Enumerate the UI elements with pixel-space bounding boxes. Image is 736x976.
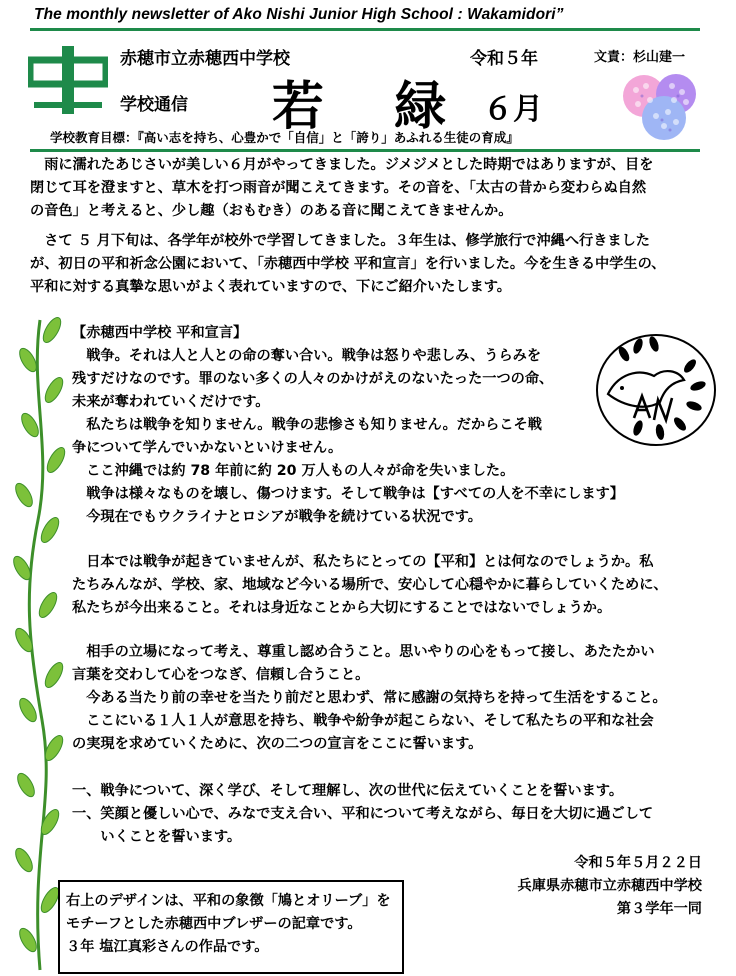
declaration-line: 言葉を交わして心をつなぎ、信頼し合うこと。 [72, 667, 370, 683]
author-credit: 文責：杉山建一 [594, 50, 686, 65]
declaration-date: 令和５年５月２２日 [574, 855, 702, 871]
top-rule [30, 28, 700, 31]
hydrangea-icon [620, 70, 700, 144]
pledge-line: 一、戦争について、深く学び、そして理解し、次の世代に伝えていくことを誓います。 [72, 783, 624, 799]
caption-line: ３年 塩江真彩さんの作品です。 [66, 939, 269, 955]
declaration-line: たちみんなが、学校、家、地域など今いる場所で、安心して心穏やかに暮らしていくために、 [72, 577, 668, 593]
declaration-line: の実現を求めていくために、次の二つの宣言をここに誓います。 [72, 736, 483, 752]
emblem-caption-box [58, 880, 404, 974]
intro-line-6: 平和に対する真摯な思いがよく表れていますので、下にご紹介いたします。 [30, 279, 511, 295]
era-year: 令和５年 [470, 49, 538, 69]
vine-decoration-icon [0, 310, 80, 976]
intro-line-2: 閉じて耳を澄ますと、草木を打つ雨音が聞こえてきます。その音を、「太古の昔から変わらぬ自然 [30, 180, 647, 196]
caption-line: 右上のデザインは、平和の象徴「鳩とオリーブ」を [66, 893, 391, 909]
pledge-line: 一、笑顔と優しい心で、みなで支え合い、平和について考えながら、毎日を大切に過ごして [72, 806, 654, 822]
declaration-line: 戦争は様々なものを壊し、傷つけます。そして戦争は【すべての人を不幸にします】 [72, 486, 624, 502]
declaration-grade: 第３学年一同 [616, 901, 702, 917]
declaration-line: 日本では戦争が起きていませんが、私たちにとっての【平和】とは何なのでしょうか。私 [72, 554, 654, 570]
issue-month: ６月 [483, 92, 543, 127]
declaration-school: 兵庫県赤穂市立赤穂西中学校 [517, 878, 702, 894]
newsletter-tagline: The monthly newsletter of Ako Nishi Junior High School : Wakamidori” [34, 6, 564, 23]
declaration-line: ここにいる１人１人が意思を持ち、戦争や紛争が起こらない、そして私たちの平和な社会 [72, 713, 654, 729]
newsletter-subtitle: 学校通信 [120, 95, 188, 115]
declaration-line: 今現在でもウクライナとロシアが戦争を続けている状況です。 [72, 509, 482, 525]
dove-olive-emblem-icon [594, 332, 718, 448]
school-name: 赤穂市立赤穂西中学校 [120, 49, 290, 69]
school-motto: 学校教育目標：『高い志を持ち、心豊かで「自信」と「誇り」あふれる生徒の育成』 [50, 130, 519, 145]
declaration-line: 戦争。それは人と人との命の奪い合い。戦争は怒りや悲しみ、うらみを [72, 348, 542, 364]
intro-line-3: の音色」と考えると、少し趣（おもむき）のある音に聞こえてきませんか。 [30, 203, 513, 219]
declaration-line: 残すだけなのです。罪のない多くの人々のかけがえのないたった一つの命、 [72, 371, 554, 387]
declaration-line: 私たちは戦争を知りません。戦争の悲惨さも知りません。だからこそ戦 [72, 417, 542, 433]
school-logo-icon [28, 44, 108, 116]
pledge-line: いくことを誓います。 [72, 829, 242, 845]
declaration-line: 争について学んでいかないといけません。 [72, 440, 343, 456]
newsletter-title: 若 緑 [272, 76, 473, 137]
declaration-line: 私たちが今出来ること。それは身近なことから大切にすることではないでしょうか。 [72, 600, 612, 616]
declaration-line: 相手の立場になって考え、尊重し認め合うこと。思いやりの心をもって接し、あたたかい [72, 644, 655, 660]
declaration-line: 今ある当たり前の幸せを当たり前だと思わず、常に感謝の気持ちを持って生活をすること。 [72, 690, 667, 706]
header-rule [30, 149, 700, 152]
caption-line: モチーフとした赤穂西中ブレザーの記章です。 [66, 916, 362, 932]
declaration-heading: 【赤穂西中学校 平和宣言】 [72, 325, 248, 341]
intro-line-4: さて ５ 月下旬は、各学年が校外で学習してきました。３年生は、修学旅行で沖縄へ行きました [30, 233, 650, 249]
intro-line-5: が、初日の平和祈念公園において、「赤穂西中学校 平和宣言」を行いました。今を生きる中学生の、 [30, 256, 666, 272]
declaration-line: 未来が奪われていくだけです。 [72, 394, 270, 410]
intro-line-1: 雨に濡れたあじさいが美しい６月がやってきました。ジメジメとした時期ではありますが、目を [30, 157, 654, 173]
declaration-line: ここ沖縄では約 78 年前に約 20 万人もの人々が命を失いました。 [72, 463, 515, 479]
